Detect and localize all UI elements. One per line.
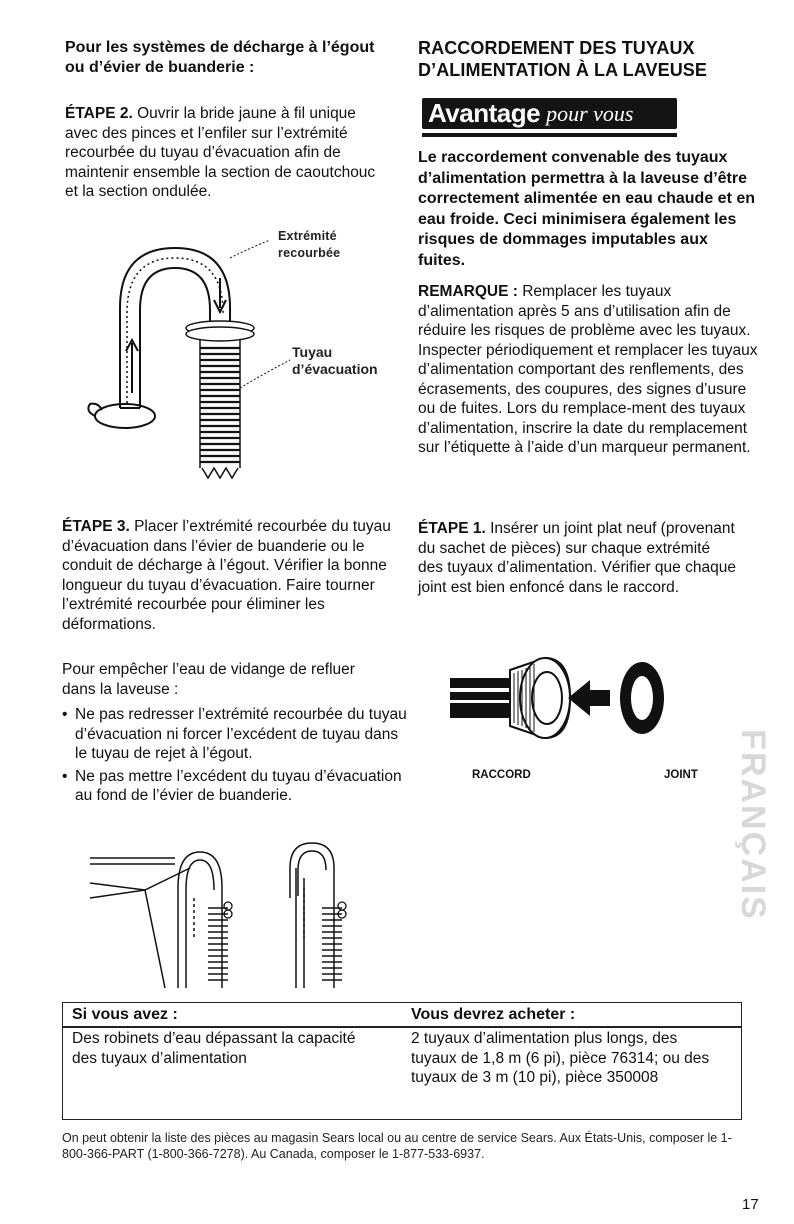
table-col1-cell: Des robinets d’eau dépassant la capacité des tuyaux d’alimentation: [72, 1030, 356, 1067]
backflow-intro: Pour empêcher l’eau de vidange de refluer dans la laveuse :: [62, 661, 355, 698]
parts-footnote: On peut obtenir la liste des pièces au magasin Sears local ou au centre de service Sears. Aux États-Unis, composer le 1-800-366-PART (1-800-366-7278). Au Canada, composer le 1-877-533-6937.: [62, 1131, 732, 1161]
table-col1-header: Si vous avez :: [72, 1006, 178, 1023]
step-1-label: ÉTAPE 1.: [418, 520, 486, 537]
bullet-item: • Ne pas redresser l’extrémité recourbée du tuyau d’évacuation ni forcer l’excédent de tuyau dans le tuyau de rejet à l’égout.: [62, 705, 412, 764]
banner-word-1: Avantage: [428, 98, 541, 128]
label-washer: JOINT: [664, 769, 698, 781]
left-section-heading: Pour les systèmes de décharge à l’égout ou d’évier de buanderie :: [65, 39, 375, 76]
advantage-text: Le raccordement convenable des tuyaux d’alimentation permettra à la laveuse d’être correctement alimentée en eau chaude et en eau froide. Ceci minimisera également les risques de dommages imputables aux fuites.: [418, 149, 756, 269]
banner-underline: [422, 133, 677, 137]
fitting-and-washer-illustration: [450, 648, 740, 748]
remark-paragraph: [418, 282, 758, 458]
bullet-item: • Ne pas mettre l’excédent du tuyau d’évacuation au fond de l’évier de buanderie.: [62, 767, 412, 806]
hose-end-fitting-icon: [450, 658, 570, 738]
callout-drain-hose: Tuyau d’évacuation: [292, 344, 378, 377]
right-section-heading: RACCORDEMENT DES TUYAUX D’ALIMENTATION À LA LAVEUSE: [418, 38, 708, 80]
remark-text: Remplacer les tuyaux d’alimentation après 5 ans d’utilisation afin de réduire les risques de problème avec les tuyaux. Inspecter périodiquement et remplacer les tuyaux d’alimentation comportant des renflements, des écrasements, des coupures, des signes d’usure ou de fuites. Lors du remplace-ment des tuyaux d’alimentation, inscrire la date du remplacement sur l’étiquette à l’aide d’un marqueur permanent.: [418, 283, 758, 456]
step-2-label: ÉTAPE 2.: [65, 105, 133, 122]
advantage-banner: [422, 98, 677, 129]
step-3-paragraph: [62, 517, 392, 634]
banner-word-2: pour vous: [546, 100, 634, 126]
table-col2-cell: 2 tuyaux d’alimentation plus longs, des tuyaux de 1,8 m (6 pi), pièce 76314; ou des tuyaux de 3 m (10 pi), pièce 350008: [411, 1030, 710, 1086]
remark-label: REMARQUE :: [418, 283, 518, 300]
step-3-label: ÉTAPE 3.: [62, 518, 130, 535]
callout-bent-end: Extrémité recourbée: [278, 229, 341, 260]
side-tab-text: FRANÇAIS: [734, 729, 773, 921]
step-2-text: Ouvrir la bride jaune à fil unique avec des pinces et l’enfiler sur l’extrémité recourbée du tuyau d’évacuation afin de maintenir ensemble la section de caoutchouc et la section ondulée.: [65, 105, 376, 200]
flat-washer-icon: [620, 662, 664, 734]
backflow-bullet-list: [62, 705, 412, 809]
step-2-paragraph: [65, 104, 385, 202]
language-side-tab: [734, 705, 773, 945]
page-number: 17: [742, 1196, 759, 1213]
drain-hose-sink-standpipe-illustration: [90, 838, 380, 996]
table-header-divider: [62, 1026, 742, 1028]
step-3-text: Placer l’extrémité recourbée du tuyau d’évacuation dans l’évier de buanderie ou le conduit de décharge à l’égout. Vérifier la bonne longueur du tuyau d’évacuation. Faire tourner l’extrémité recourbée pour éliminer les déformations.: [62, 518, 391, 633]
step-1-paragraph: [418, 519, 738, 597]
label-fitting: RACCORD: [472, 769, 531, 781]
corrugated-hose-ribs: [200, 348, 240, 462]
table-col2-header: Vous devrez acheter :: [411, 1006, 576, 1023]
insert-arrow-icon: [568, 680, 610, 716]
step-1-text: Insérer un joint plat neuf (provenant du sachet de pièces) sur chaque extrémité des tuyaux d’alimentation. Vérifier que chaque joint est bien enfoncé dans le raccord.: [418, 520, 736, 596]
